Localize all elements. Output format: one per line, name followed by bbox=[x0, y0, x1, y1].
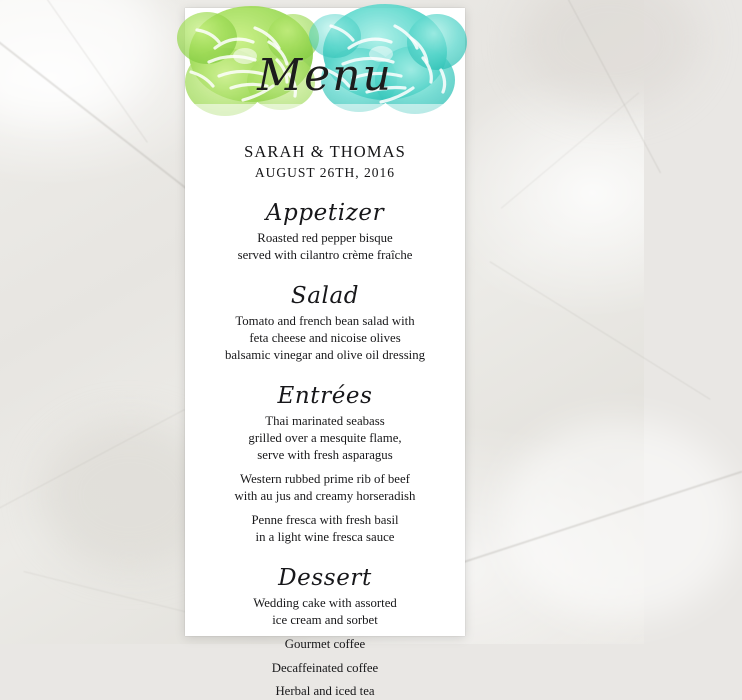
dish bbox=[185, 683, 465, 700]
dish-line: Penne fresca with fresh basil bbox=[251, 512, 399, 527]
dish bbox=[185, 512, 465, 546]
dish bbox=[185, 595, 465, 629]
dish-line: Western rubbed prime rib of beef bbox=[240, 472, 410, 487]
event-date: AUGUST 26TH, 2016 bbox=[254, 165, 396, 180]
course-items bbox=[185, 595, 465, 700]
course-appetizer bbox=[185, 201, 465, 264]
course-salad bbox=[185, 284, 465, 364]
menu-card bbox=[185, 8, 465, 699]
marble-vein bbox=[489, 261, 710, 400]
dish-line: Tomato and french bean salad with bbox=[235, 314, 415, 329]
course-heading: Dessert bbox=[278, 564, 372, 591]
marble-highlight bbox=[500, 420, 740, 620]
menu-title: Menu bbox=[257, 50, 393, 101]
menu-content bbox=[185, 134, 465, 700]
dish bbox=[185, 313, 465, 364]
dish-line: Herbal and iced tea bbox=[275, 684, 375, 699]
dish-line: balsamic vinegar and olive oil dressing bbox=[224, 348, 426, 363]
dish-line: Roasted red pepper bisque bbox=[257, 231, 393, 246]
course-heading: Salad bbox=[290, 283, 360, 310]
course-heading: Entrées bbox=[277, 383, 373, 410]
dish-line: Decaffeinated coffee bbox=[271, 660, 379, 675]
course-items bbox=[185, 230, 465, 264]
dish-line: Wedding cake with assorted bbox=[253, 595, 397, 610]
course-entrees bbox=[185, 384, 465, 546]
dish bbox=[185, 413, 465, 464]
marble-vein bbox=[501, 92, 639, 208]
dish-line: feta cheese and nicoise olives bbox=[249, 331, 401, 346]
dish-line: in a light wine fresca sauce bbox=[255, 529, 395, 544]
couple-names: SARAH & THOMAS bbox=[244, 142, 406, 161]
dish-line: grilled over a mesquite flame, bbox=[248, 431, 402, 446]
course-heading: Appetizer bbox=[265, 200, 385, 226]
marble-highlight bbox=[520, 0, 700, 110]
dish-line: served with cilantro crème fraîche bbox=[237, 248, 413, 263]
dish-line: with au jus and creamy horseradish bbox=[234, 488, 416, 503]
dish-line: Thai marinated seabass bbox=[265, 414, 385, 429]
course-dessert bbox=[185, 566, 465, 700]
dish bbox=[185, 230, 465, 264]
dish bbox=[185, 471, 465, 505]
dish-line: serve with fresh asparagus bbox=[257, 448, 393, 463]
dish bbox=[185, 660, 465, 677]
dish-line: ice cream and sorbet bbox=[272, 612, 378, 627]
course-items bbox=[185, 413, 465, 545]
dish-line: Gourmet coffee bbox=[284, 636, 366, 651]
course-items bbox=[185, 313, 465, 364]
dish bbox=[185, 636, 465, 653]
